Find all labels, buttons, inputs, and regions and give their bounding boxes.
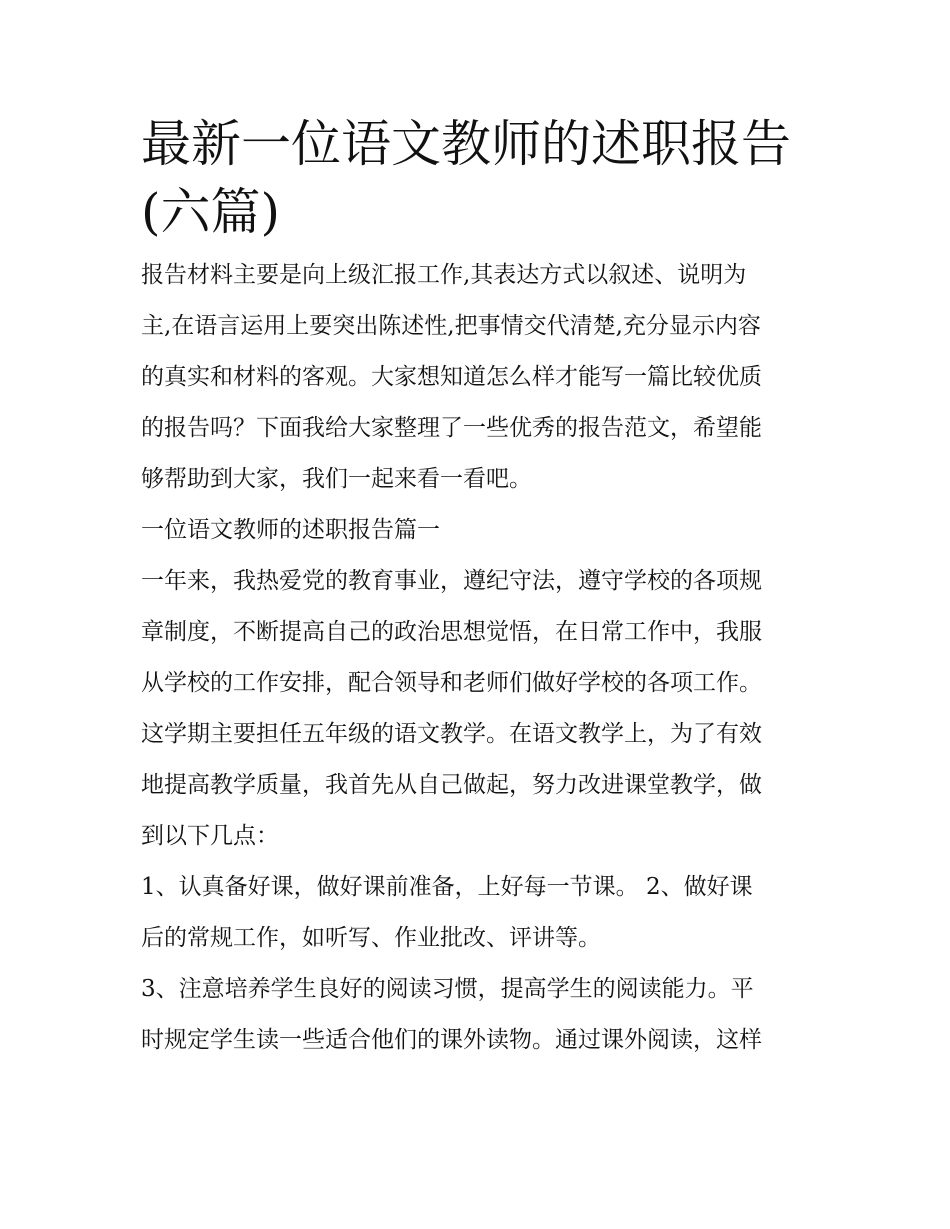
list-item bbox=[141, 964, 821, 1066]
text-line: 够帮助到大家，我们一起来看一看吧。 bbox=[141, 466, 532, 492]
document-page bbox=[141, 110, 821, 1066]
text-line: 1、认真备好课，做好课前准备，上好每一节课。 2、做好课 bbox=[141, 874, 753, 900]
section-heading bbox=[141, 505, 821, 556]
text-line: 的报告吗？下面我给大家整理了一些优秀的报告范文，希望能 bbox=[141, 415, 762, 441]
text-line: 从学校的工作安排，配合领导和老师们做好学校的各项工作。 bbox=[141, 670, 762, 696]
text-line: 的真实和材料的客观。大家想知道怎么样才能写一篇比较优质 bbox=[141, 364, 762, 390]
text-line: 报告材料主要是向上级汇报工作,其表达方式以叙述、说明为 bbox=[141, 262, 747, 288]
section-heading-text: 一位语文教师的述职报告篇一 bbox=[141, 517, 440, 543]
intro-paragraph bbox=[141, 250, 821, 505]
text-line: 这学期主要担任五年级的语文教学。在语文教学上，为了有效 bbox=[141, 721, 762, 747]
text-line: 后的常规工作，如听写、作业批改、评讲等。 bbox=[141, 925, 601, 951]
text-line: 章制度，不断提高自己的政治思想觉悟，在日常工作中，我服 bbox=[141, 619, 762, 645]
text-line: 主,在语言运用上要突出陈述性,把事情交代清楚,充分显示内容 bbox=[141, 313, 761, 339]
document-body bbox=[141, 250, 821, 1066]
title-line: (六篇) bbox=[141, 183, 281, 241]
title-line: 最新一位语文教师的述职报告 bbox=[141, 115, 791, 173]
text-line: 时规定学生读一些适合他们的课外读物。通过课外阅读，这样 bbox=[141, 1027, 762, 1053]
text-line: 一年来，我热爱党的教育事业，遵纪守法，遵守学校的各项规 bbox=[141, 568, 762, 594]
document-title bbox=[141, 110, 821, 246]
text-line: 3、注意培养学生良好的阅读习惯，提高学生的阅读能力。平 bbox=[141, 976, 754, 1002]
text-line: 到以下几点： bbox=[141, 823, 279, 849]
body-paragraph bbox=[141, 556, 821, 862]
list-item bbox=[141, 862, 821, 964]
text-line: 地提高教学质量，我首先从自己做起，努力改进课堂教学，做 bbox=[141, 772, 762, 798]
